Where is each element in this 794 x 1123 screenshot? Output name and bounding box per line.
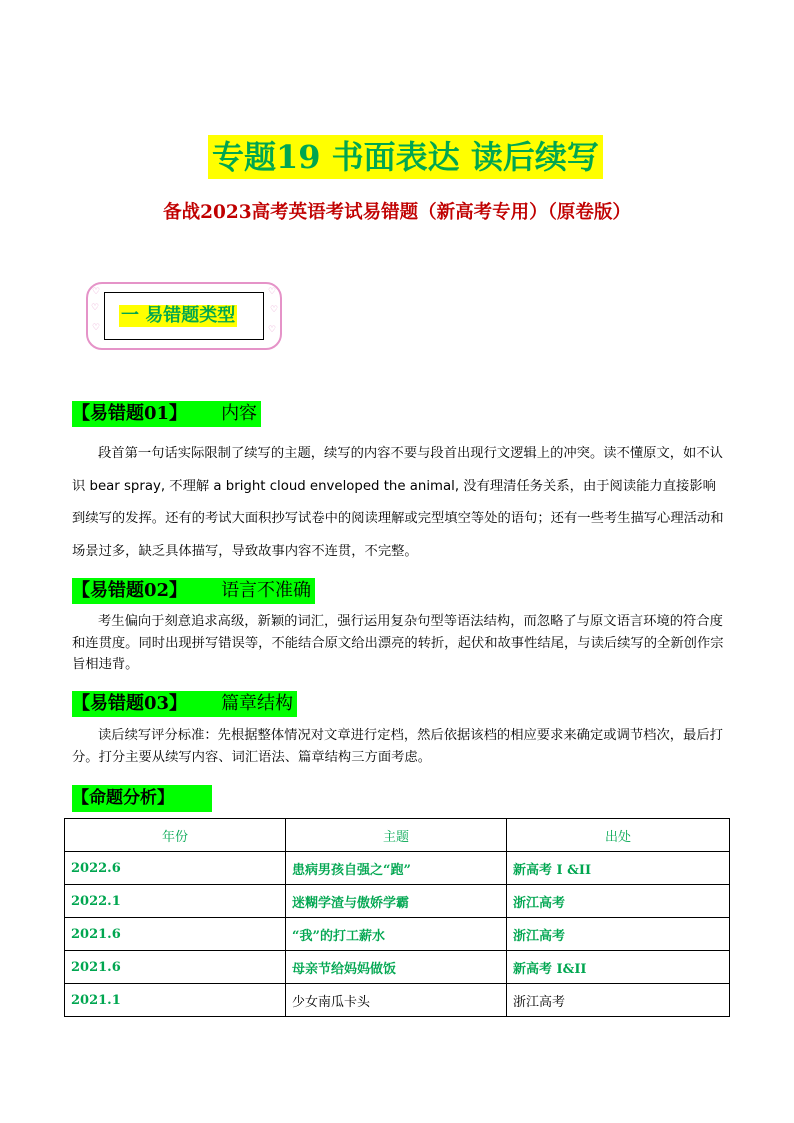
column-header-source: 出处 [507, 819, 730, 852]
heart-icon: ♡ [270, 305, 279, 315]
table-row [65, 852, 730, 885]
section-paragraph-03: 读后续写评分标准：先根据整体情况对文章进行定档，然后依据该档的相应要求来确定或调节档次，最后打分。打分主要从续写内容、词汇语法、篇章结构三方面考虑。 [72, 728, 723, 765]
table-cell-year: 2021.6 [65, 951, 286, 984]
section-heading-03 [72, 691, 297, 717]
heart-icon: ♡ [268, 325, 277, 335]
analysis-heading: 【命题分析】 [72, 785, 212, 812]
table-row [65, 918, 730, 951]
section-heading-label: 【易错题01】 [72, 403, 188, 424]
table-cell-source: 浙江高考 [507, 885, 730, 918]
section-heading-label: 【易错题03】 [72, 693, 188, 714]
section-heading-topic: 内容 [221, 403, 258, 424]
section-heading-01 [72, 401, 261, 427]
table-row [65, 885, 730, 918]
table-row [65, 984, 730, 1017]
column-header-topic: 主题 [286, 819, 507, 852]
table-cell-year: 2021.6 [65, 918, 286, 951]
section-paragraph-02: 考生偏向于刻意追求高级，新颖的词汇，强行运用复杂句型等语法结构，而忽略了与原文语言环境的符合度和连贯度。同时出现拼写错误等，不能结合原文给出漂亮的转折，起伏和故事性结尾，与读后续写的全新创作宗旨相违背。 [72, 614, 724, 672]
table-cell-year: 2022.6 [65, 852, 286, 885]
heart-icon: ♡ [92, 287, 101, 297]
page-subtitle: 备战2023高考英语考试易错题（新高考专用）（原卷版） [163, 202, 631, 223]
table-cell-topic: 患病男孩自强之“跑” [286, 852, 507, 885]
table-cell-year: 2021.1 [65, 984, 286, 1017]
analysis-table [64, 818, 730, 1017]
heart-icon: ♡ [268, 287, 277, 297]
section-label-inner-frame [104, 292, 264, 340]
table-header-row [65, 819, 730, 852]
column-header-year: 年份 [65, 819, 286, 852]
table-row [65, 951, 730, 984]
table-cell-topic: 少女南瓜卡头 [286, 984, 507, 1017]
section-heading-topic: 篇章结构 [221, 693, 294, 714]
section-heading-topic: 语言不准确 [221, 580, 312, 601]
section-label-frame [86, 282, 282, 350]
table-cell-topic: 迷糊学渣与傲娇学霸 [286, 885, 507, 918]
page-title: 专题19 书面表达 读后续写 [208, 135, 603, 179]
table-cell-year: 2022.1 [65, 885, 286, 918]
heart-icon: ♡ [92, 323, 101, 333]
table-cell-source: 浙江高考 [507, 984, 730, 1017]
section-heading-02 [72, 578, 315, 604]
heart-icon: ♡ [91, 303, 100, 313]
table-cell-source: 浙江高考 [507, 918, 730, 951]
section-paragraph-01: 段首第一句话实际限制了续写的主题，续写的内容不要与段首出现行文逻辑上的冲突。读不懂原文，如不认识 bear spray, 不理解 a bright cloud enveloped the animal, 没有理清任务关系，由于阅读能力直接影响到续写的发挥。还有的考试大面积抄写试卷中的阅读理解或完型填空等处的语句；还有一些考生描写心理活动和场景过多，缺乏具体描写，导致故事内容不连贯，不完整。 [72, 446, 724, 559]
section-heading-label: 【易错题02】 [72, 580, 188, 601]
table-cell-source: 新高考 I&II [507, 951, 730, 984]
table-cell-topic: 母亲节给妈妈做饭 [286, 951, 507, 984]
table-cell-topic: “我”的打工薪水 [286, 918, 507, 951]
section-label: 一 易错题类型 [121, 305, 236, 326]
table-cell-source: 新高考 I &II [507, 852, 730, 885]
